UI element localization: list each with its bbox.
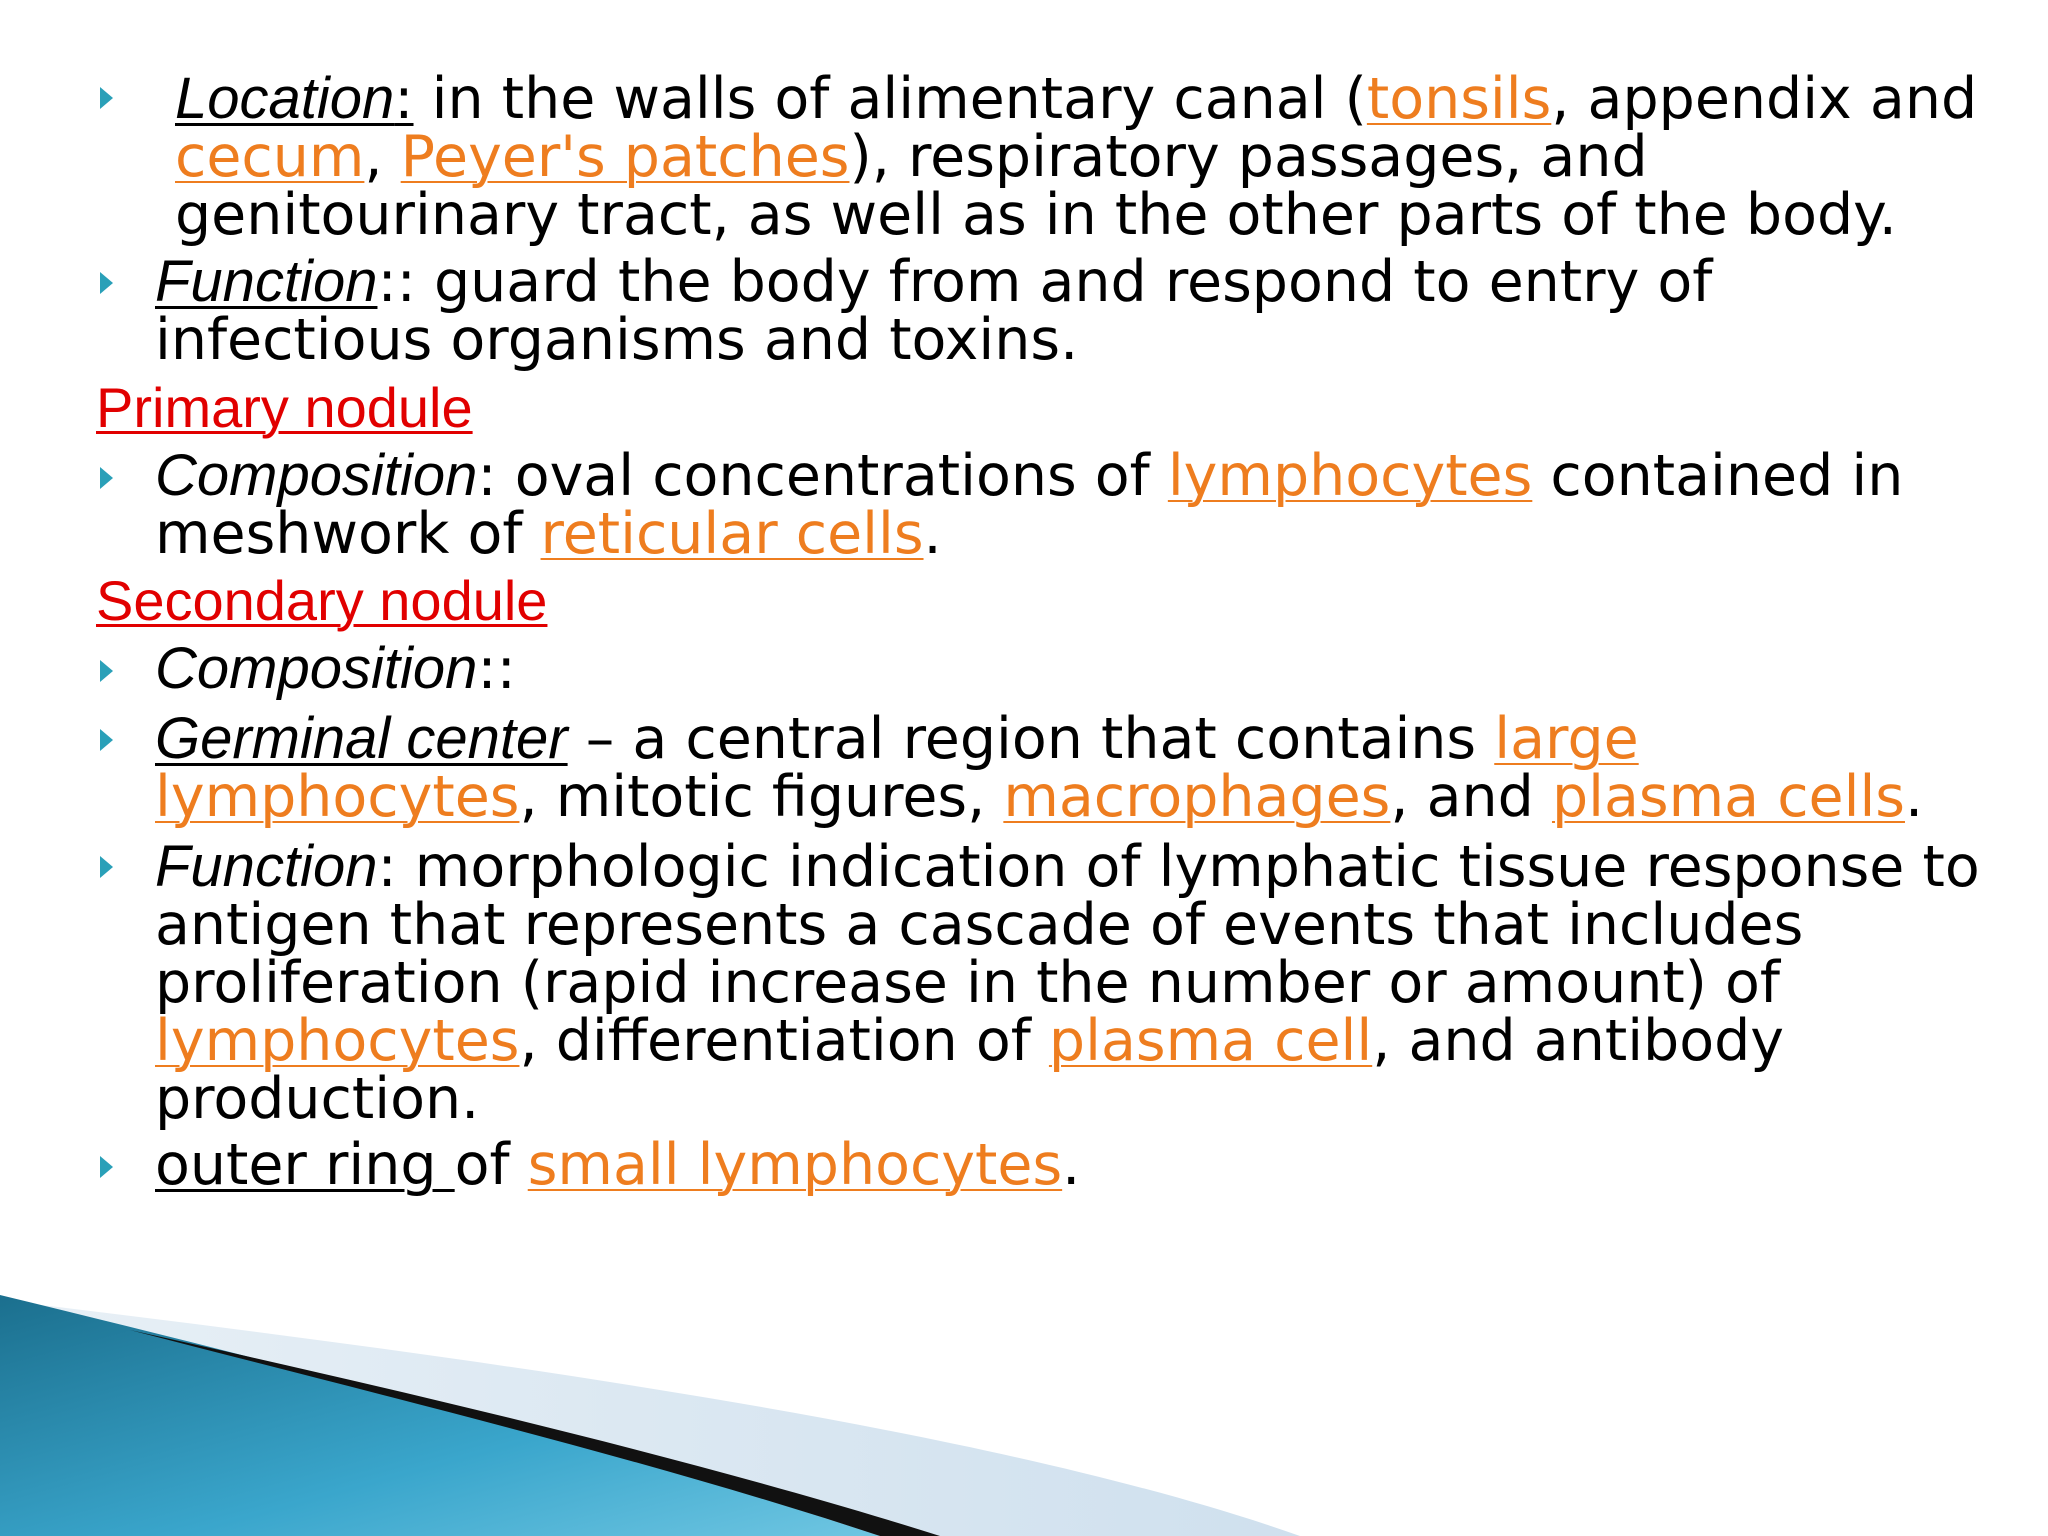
- composition-colons: ::: [477, 636, 516, 702]
- function-term: Function: [155, 249, 378, 314]
- bullet-icon: [100, 660, 113, 682]
- composition-text-1: : oval concentrations of: [477, 443, 1168, 509]
- link-peyers-patches[interactable]: Peyer's patches: [400, 124, 850, 190]
- function-term: Function: [155, 834, 378, 899]
- function-text: :: guard the body from and respond to entry of infectious organisms and toxins.: [155, 249, 1713, 373]
- composition-text-3: .: [923, 501, 942, 567]
- location-text-2: , appendix and: [1551, 66, 1978, 132]
- bullet-icon: [100, 467, 113, 489]
- outer-ring-text-2: .: [1062, 1132, 1081, 1198]
- germinal-center-term: Germinal center: [155, 706, 568, 771]
- composition-term: Composition: [155, 443, 478, 508]
- secondary-composition-item: [155, 636, 2005, 702]
- bullet-icon: [100, 729, 113, 751]
- location-text-1: in the walls of alimentary canal (: [413, 66, 1367, 132]
- composition-text-2: contained in meshwork of: [155, 443, 1904, 567]
- location-item: [175, 66, 2025, 248]
- function-response-item: [155, 834, 2005, 1132]
- link-tonsils[interactable]: tonsils: [1366, 66, 1552, 132]
- link-plasma-cells[interactable]: plasma cells: [1551, 764, 1905, 830]
- bullet-icon: [100, 1156, 113, 1178]
- link-plasma-cell[interactable]: plasma cell: [1048, 1008, 1373, 1074]
- primary-composition-item: [155, 443, 2005, 567]
- location-term: Location: [175, 66, 395, 131]
- link-cecum[interactable]: cecum: [175, 124, 365, 190]
- link-macrophages[interactable]: macrophages: [1003, 764, 1391, 830]
- composition-term: Composition: [155, 636, 478, 701]
- primary-nodule-heading: Primary nodule: [96, 376, 473, 439]
- outer-ring-term: outer ring: [155, 1132, 455, 1198]
- function-item: [155, 249, 2005, 373]
- link-lymphocytes[interactable]: lymphocytes: [1167, 443, 1533, 509]
- germinal-text-4: .: [1904, 764, 1924, 830]
- function-response-text-2: , differentiation of: [519, 1008, 1049, 1074]
- bullet-icon: [100, 87, 113, 109]
- germinal-text-1: – a central region that contains: [567, 706, 1495, 772]
- function-response-text-1: : morphologic indication of lymphatic tissue response to antigen that represents a cascade of events that includes proliferation (rapid increase in the number or amount) of: [155, 834, 1980, 1016]
- bullet-icon: [100, 856, 113, 878]
- link-reticular-cells[interactable]: reticular cells: [540, 501, 924, 567]
- germinal-text-2: , mitotic figures,: [519, 764, 1004, 830]
- link-lymphocytes[interactable]: lymphocytes: [155, 1008, 520, 1074]
- germinal-text-3: , and: [1390, 764, 1552, 830]
- outer-ring-text-1: of: [454, 1132, 528, 1198]
- germinal-center-item: [155, 706, 2005, 830]
- bullet-icon: [100, 272, 113, 294]
- location-text-3: ,: [364, 124, 401, 190]
- location-text-4: ), respiratory passages, and genitourinary tract, as well as in the other parts of the body.: [175, 124, 1897, 248]
- secondary-nodule-heading: Secondary nodule: [96, 569, 548, 632]
- link-large-lymphocytes[interactable]: large lymphocytes: [155, 706, 1639, 830]
- link-small-lymphocytes[interactable]: small lymphocytes: [527, 1132, 1063, 1198]
- function-response-text-3: , and antibody production.: [155, 1008, 1785, 1132]
- outer-ring-item: [155, 1132, 2005, 1198]
- location-term-colon: :: [394, 66, 414, 132]
